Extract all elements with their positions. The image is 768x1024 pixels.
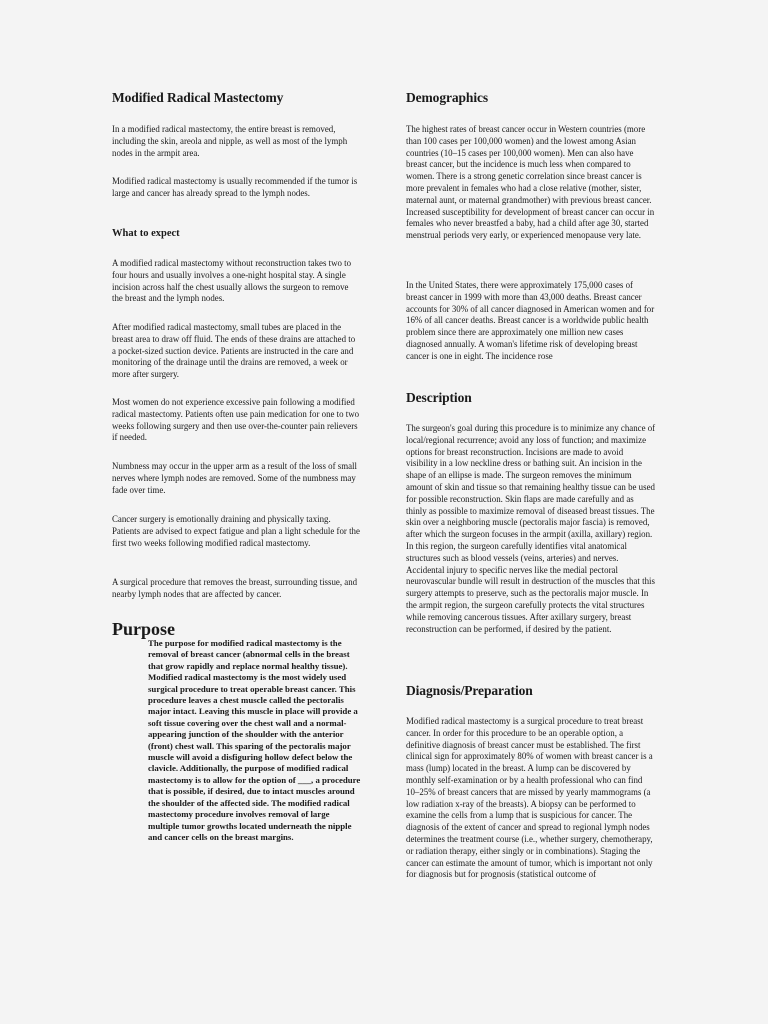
intro-paragraph: In a modified radical mastectomy, the entire breast is removed, including the skin, areola and nipple, as well as most of the lymph nodes in the armpit area. <box>112 124 348 158</box>
description-heading: Description <box>406 390 472 405</box>
demographics-paragraph-1: The highest rates of breast cancer occur in Western countries (more than 100 cases per 100,000 women) and the lowest among Asian countries (10–15 cases per 100,000 women). Men can also have breast cancer, but the incidence is much less when compared to women. There is a strong genetic correlation since breast cancer is more prevalent in females who had a close relative (mother, sister, maternal aunt, or maternal grandmother) with previous breast cancer. Increased susceptibility for development of breast cancer can occur in females who never breastfed a baby, had a child after age 30, started menstrual periods very early, or experienced menopause very late. <box>406 124 655 241</box>
expect-paragraph-2: After modified radical mastectomy, small tubes are placed in the breast area to draw off fluid. The ends of these drains are attached to a pocket-sized suction device. Patients are instructed in the care and monitoring of the drainage until the drains are removed, a week or more after surgery. <box>112 322 356 380</box>
description-paragraph: The surgeon's goal during this procedure is to minimize any chance of local/regional recurrence; avoid any loss of function; and maximize options for breast reconstruction. Incisions are made to avoid visibility in a low neckline dress or bathing suit. An incision in the shape of an ellipse is made. The surgeon removes the minimum amount of skin and tissue so that remaining healthy tissue can be used for possible reconstruction. Skin flaps are made carefully and as thinly as possible to maximize removal of diseased breast tissues. The skin over a neighboring muscle (pectoralis major fascia) is removed, after which the surgeon focuses in the armpit (axilla, axillary) region. In this region, the surgeon carefully identifies vital anatomical structures such as blood vessels (veins, arteries) and nerves. Accidental injury to specific nerves like the medial pectoral neurovascular bundle will result in destruction of the muscles that this surgery attempts to preserve, such as the pectoralis major muscle. In the armpit region, the surgeon carefully protects the vital structures while removing cancerous tissues. After axillary surgery, breast reconstruction can be performed, if desired by the patient. <box>406 423 656 634</box>
purpose-heading: Purpose <box>112 619 175 639</box>
demographics-heading: Demographics <box>406 90 489 105</box>
diagnosis-paragraph: Modified radical mastectomy is a surgical procedure to treat breast cancer. In order for this procedure to be an operable option, a definitive diagnosis of breast cancer must be established. The first clinical sign for approximately 80% of women with breast cancer is a mass (lump) located in the breast. A lump can be discovered by monthly self-examination or by a health professional who can find 10–25% of breast cancers that are missed by yearly mammograms (a low radiation x-ray of the breasts). A biopsy can be performed to examine the cells from a lump that is suspicious for cancer. The diagnosis of the extent of cancer and spread to regional lymph nodes determines the treatment course (i.e., whether surgery, chemotherapy, or radiation therapy, either singly or in combinations). Staging the cancer can estimate the amount of tumor, which is important not only for diagnosis but for prognosis (statistical outcome of <box>406 716 653 880</box>
expect-paragraph-5: Cancer surgery is emotionally draining and physically taxing. Patients are advised to expect fatigue and plan a light schedule for the first two weeks following modified radical mastectomy. <box>112 514 360 548</box>
expect-paragraph-4: Numbness may occur in the upper arm as a result of the loss of small nerves where lymph nodes are removed. Some of the numbness may fade over time. <box>112 461 357 495</box>
demographics-paragraph-2: In the United States, there were approximately 175,000 cases of breast cancer in 1999 with more than 43,000 deaths. Breast cancer accounts for 30% of all cancer diagnosed in American women and for 16% of all cancer deaths. Breast cancer is a worldwide public health problem since there are approximately one million new cases diagnosed annually. A woman's lifetime risk of developing breast cancer is one in eight. The incidence rose <box>406 280 655 361</box>
expect-paragraph-1: A modified radical mastectomy without reconstruction takes two to four hours and usually involves a one-night hospital stay. A single incision across half the chest usually allows the surgeon to remove the breast and the lymph nodes. <box>112 258 352 304</box>
definition-paragraph: A surgical procedure that removes the breast, surrounding tissue, and nearby lymph nodes that are affected by cancer. <box>112 577 358 599</box>
recommendation-paragraph: Modified radical mastectomy is usually recommended if the tumor is large and cancer has already spread to the lymph nodes. <box>112 176 358 198</box>
what-to-expect-heading: What to expect <box>112 228 180 239</box>
diagnosis-preparation-heading: Diagnosis/Preparation <box>406 683 533 698</box>
purpose-paragraph: The purpose for modified radical mastectomy is the removal of breast cancer (abnormal cells in the breast that grow rapidly and replace normal healthy tissue). Modified radical mastectomy is the most widely used surgical procedure to treat operable breast cancer. This procedure leaves a chest muscle called the pectoralis major intact. Leaving this muscle in place will provide a soft tissue covering over the chest wall and a normal-appearing junction of the shoulder with the anterior (front) chest wall. This sparing of the pectoralis major muscle will avoid a disfiguring hollow defect below the clavicle. Additionally, the purpose of modified radical mastectomy is to allow for the option of ___, a procedure that is possible, if desired, due to intact muscles around the shoulder of the affected side. The modified radical mastectomy procedure involves removal of large multiple tumor growths located underneath the nipple and cancer cells on the breast margins. <box>148 638 361 842</box>
expect-paragraph-3: Most women do not experience excessive pain following a modified radical mastectomy. Patients often use pain medication for one to two weeks following surgery and then use over-the-counter pain relievers if needed. <box>112 397 360 443</box>
section-heading-modified-radical-mastectomy: Modified Radical Mastectomy <box>112 90 284 105</box>
